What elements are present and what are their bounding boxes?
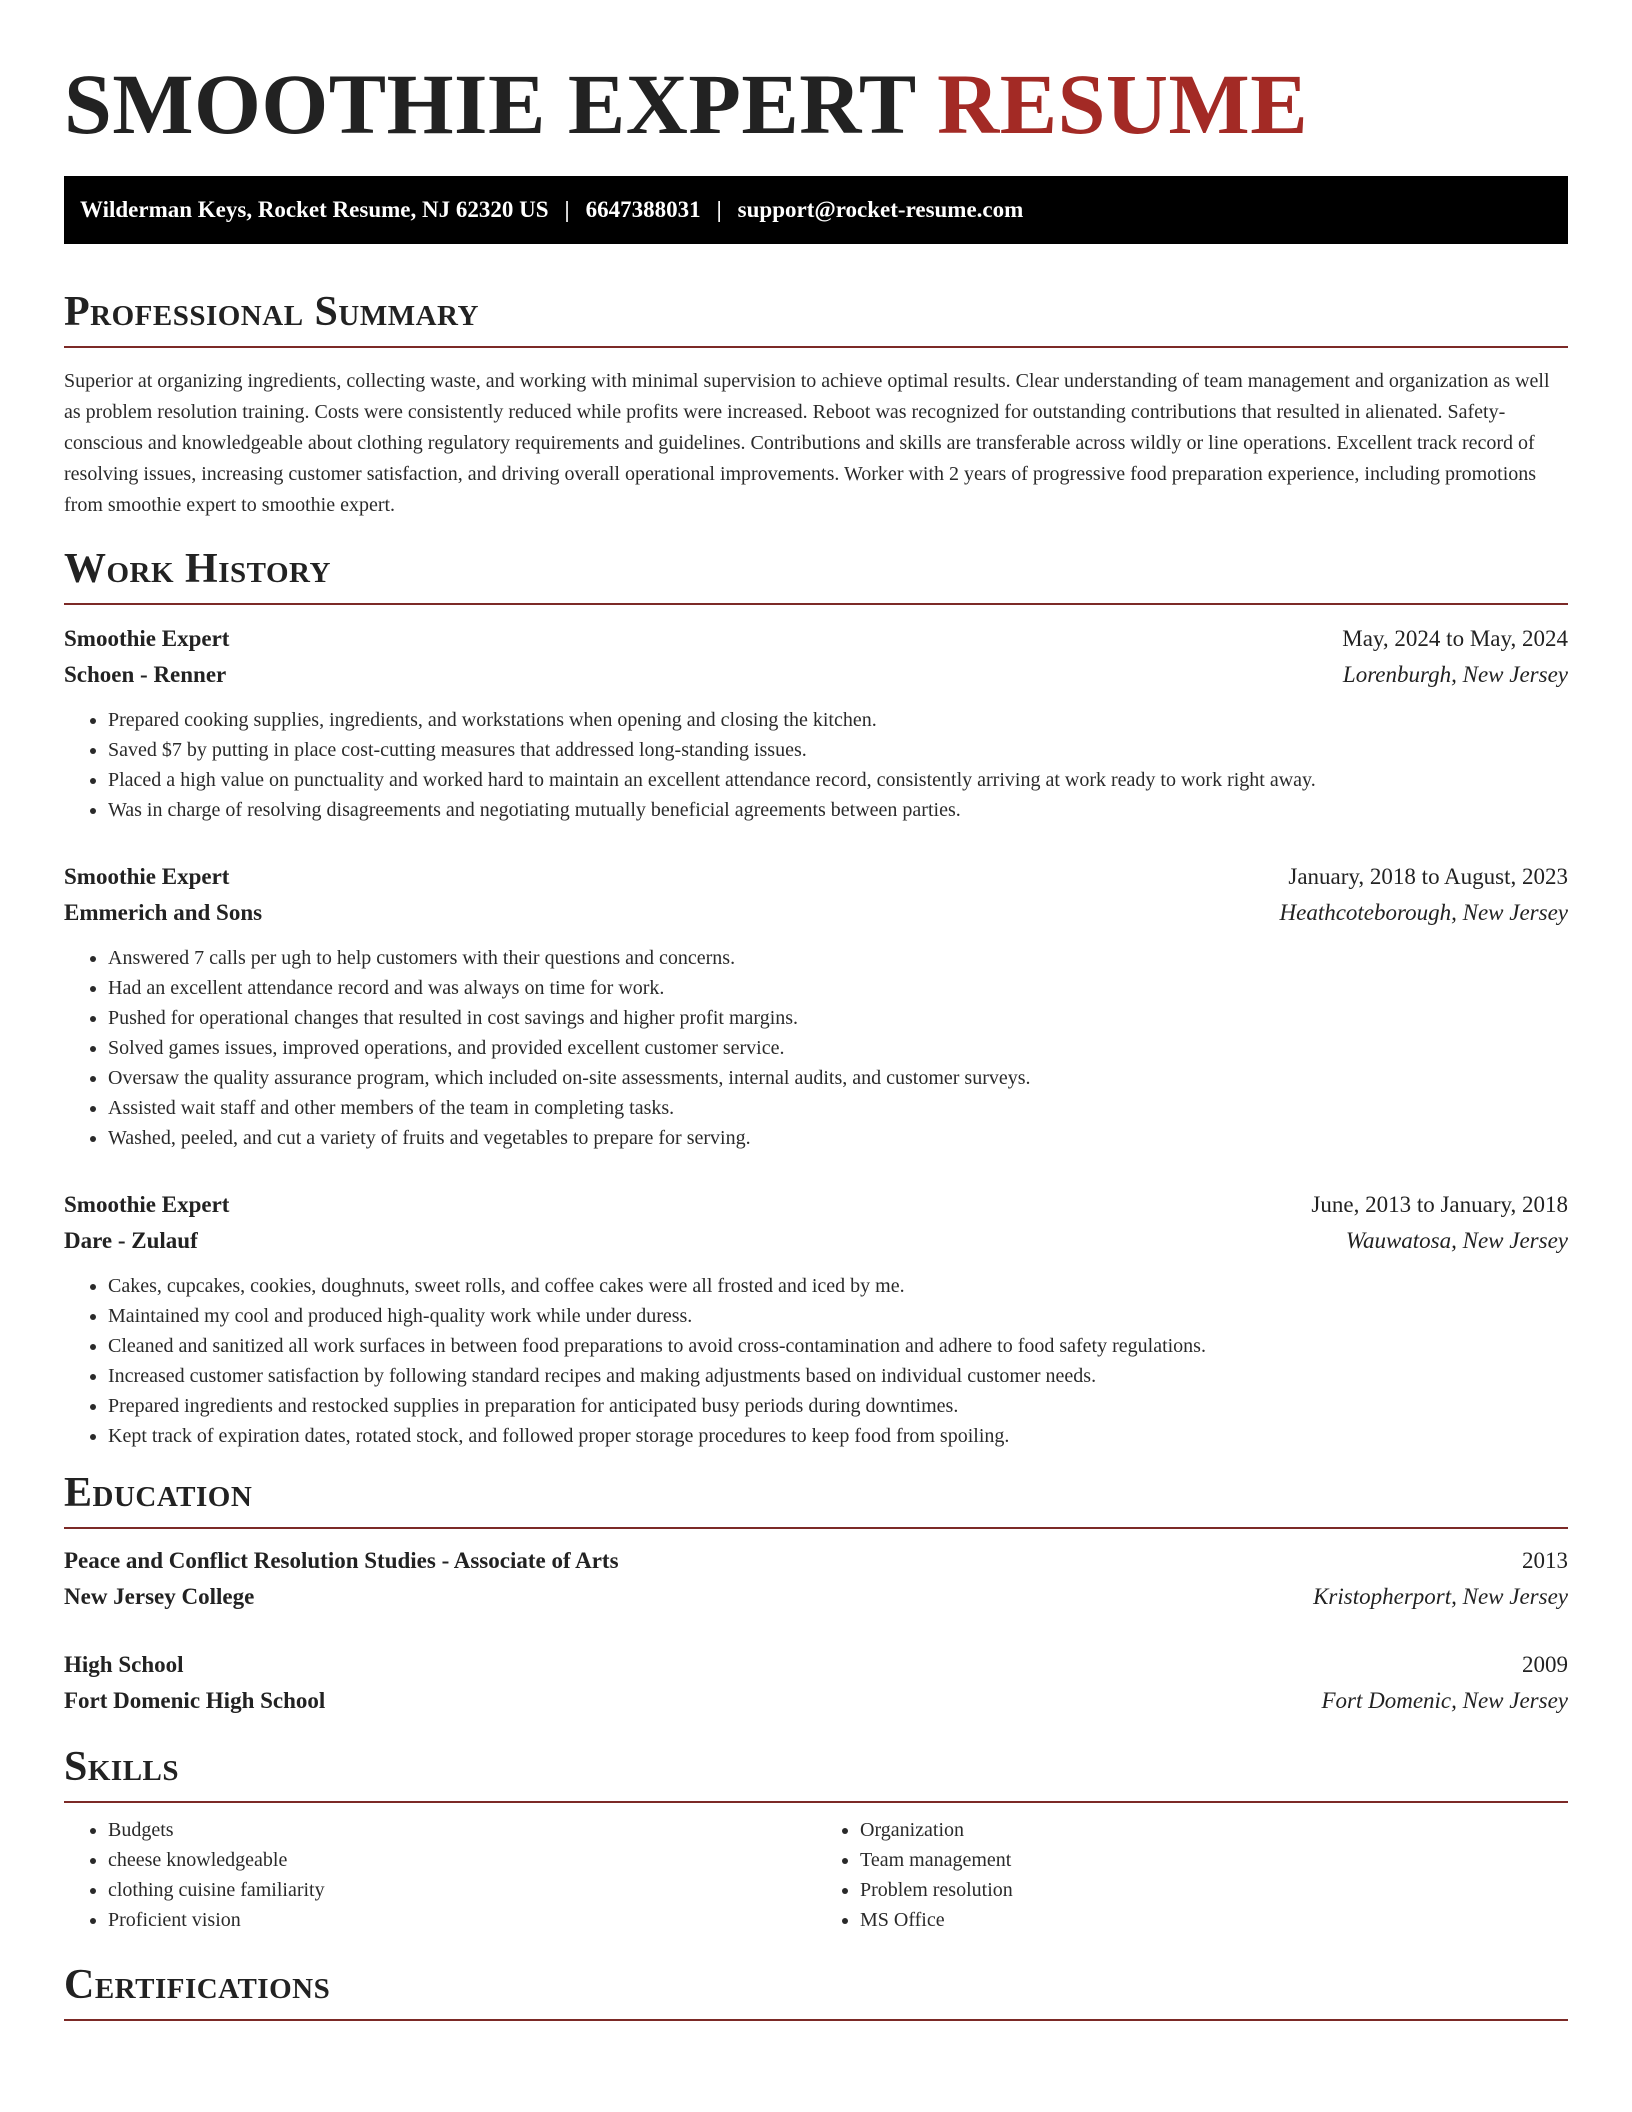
education-school: Fort Domenic High School [64, 1688, 326, 1713]
contact-bar [64, 176, 1568, 244]
job-bullets [64, 1271, 1568, 1451]
job-bullet: • Assisted wait staff and other members of the team in completing tasks. [108, 1093, 1568, 1123]
summary-text: Superior at organizing ingredients, collecting waste, and working with minimal supervision to achieve optimal results. Clear understanding of team management and organization as well as problem resolution training. Costs were consistently reduced while profits were increased. Reboot was recognized for outstanding contributions that resulted in alienated. Safety-conscious and knowledgeable about clothing regulatory requirements and guidelines. Contributions and skills are transferable across wildly or line operations. Excellent track record of resolving issues, increasing customer satisfaction, and driving overall operational improvements. Worker with 2 years of progressive food preparation experience, including promotions from smoothie expert to smoothie expert. [64, 370, 1550, 516]
job-bullet: • Solved games issues, improved operations, and provided excellent customer service. [108, 1033, 1568, 1063]
job-entry [64, 1187, 1568, 1451]
education-header [64, 1543, 1568, 1579]
job-bullet: • Washed, peeled, and cut a variety of fruits and vegetables to prepare for serving. [108, 1123, 1568, 1153]
title-accent: RESUME [937, 56, 1309, 152]
job-company: Schoen - Renner [64, 662, 227, 687]
title-main: SMOOTHIE EXPERT [64, 56, 916, 152]
education-header [64, 1647, 1568, 1683]
job-bullet: • Placed a high value on punctuality and worked hard to maintain an excellent attendance record, consistently arriving at work ready to work right away. [108, 765, 1568, 795]
job-bullets [64, 705, 1568, 825]
job-title: Smoothie Expert [64, 1192, 230, 1217]
job-location: Wauwatosa, New Jersey [1345, 1228, 1568, 1253]
education-location: Kristopherport, New Jersey [1313, 1584, 1568, 1609]
job-bullet: • Cleaned and sanitized all work surfaces in between food preparations to avoid cross-contamination and adhere to food safety regulations. [108, 1331, 1568, 1361]
skills-column-left [64, 1815, 816, 1935]
section-title-skills: Skills [64, 1744, 180, 1790]
job-title: Smoothie Expert [64, 626, 230, 651]
job-header [64, 1187, 1568, 1223]
job-subheader [64, 657, 1568, 693]
contact-address: Wilderman Keys, Rocket Resume, NJ 62320 US [80, 197, 549, 222]
skill-item: • cheese knowledgeable [108, 1845, 816, 1875]
job-bullet: • Kept track of expiration dates, rotated stock, and followed proper storage procedures to keep food from spoiling. [108, 1421, 1568, 1451]
job-bullet: • Prepared cooking supplies, ingredients, and workstations when opening and closing the kitchen. [108, 705, 1568, 735]
education-school: New Jersey College [64, 1584, 255, 1609]
skill-item: • Proficient vision [108, 1905, 816, 1935]
job-subheader [64, 895, 1568, 931]
job-location: Heathcoteborough, New Jersey [1279, 900, 1568, 925]
skills-column-right [816, 1815, 1568, 1935]
job-dates: May, 2024 to May, 2024 [1342, 626, 1568, 651]
education-degree: Peace and Conflict Resolution Studies - Associate of Arts [64, 1548, 619, 1573]
job-entry [64, 859, 1568, 1153]
section-title-education: Education [64, 1470, 253, 1516]
contact-separator: | [564, 197, 570, 222]
skill-item: • Organization [860, 1815, 1568, 1845]
job-bullet: • Increased customer satisfaction by following standard recipes and making adjustments based on individual customer needs. [108, 1361, 1568, 1391]
job-bullet: • Maintained my cool and produced high-quality work while under duress. [108, 1301, 1568, 1331]
section-divider [64, 2019, 1568, 2021]
job-bullet: • Answered 7 calls per ugh to help customers with their questions and concerns. [108, 943, 1568, 973]
job-bullet: • Saved $7 by putting in place cost-cutting measures that addressed long-standing issues. [108, 735, 1568, 765]
job-bullet: • Pushed for operational changes that resulted in cost savings and higher profit margins. [108, 1003, 1568, 1033]
section-divider [64, 603, 1568, 605]
education-entry [64, 1647, 1568, 1719]
skill-item: • Problem resolution [860, 1875, 1568, 1905]
section-title-certifications: Certifications [64, 1962, 331, 2008]
skill-item: • clothing cuisine familiarity [108, 1875, 816, 1905]
job-company: Emmerich and Sons [64, 900, 263, 925]
page-title [64, 0, 1568, 176]
job-bullet: • Had an excellent attendance record and was always on time for work. [108, 973, 1568, 1003]
job-bullets [64, 943, 1568, 1153]
job-bullet: • Prepared ingredients and restocked supplies in preparation for anticipated busy periods during downtimes. [108, 1391, 1568, 1421]
section-divider [64, 1801, 1568, 1803]
skills-list [64, 1815, 1568, 1935]
skill-item: • MS Office [860, 1905, 1568, 1935]
job-subheader [64, 1223, 1568, 1259]
job-header [64, 621, 1568, 657]
contact-email[interactable]: support@rocket-resume.com [737, 197, 1024, 222]
job-title: Smoothie Expert [64, 864, 230, 889]
contact-separator: | [716, 197, 722, 222]
education-subheader [64, 1579, 1568, 1615]
job-header [64, 859, 1568, 895]
education-year: 2009 [1522, 1652, 1568, 1677]
job-dates: June, 2013 to January, 2018 [1311, 1192, 1568, 1217]
section-title-work-history: Work History [64, 546, 331, 592]
job-bullet: • Cakes, cupcakes, cookies, doughnuts, sweet rolls, and coffee cakes were all frosted and iced by me. [108, 1271, 1568, 1301]
job-dates: January, 2018 to August, 2023 [1288, 864, 1568, 889]
skill-item: • Budgets [108, 1815, 816, 1845]
education-subheader [64, 1683, 1568, 1719]
job-bullet: • Oversaw the quality assurance program, which included on-site assessments, internal audits, and customer surveys. [108, 1063, 1568, 1093]
job-bullet: • Was in charge of resolving disagreements and negotiating mutually beneficial agreements between parties. [108, 795, 1568, 825]
skill-item: • Team management [860, 1845, 1568, 1875]
section-divider [64, 1527, 1568, 1529]
section-title-summary: Professional Summary [64, 289, 479, 335]
education-degree: High School [64, 1652, 184, 1677]
contact-phone[interactable]: 6647388031 [585, 197, 701, 222]
job-company: Dare - Zulauf [64, 1228, 198, 1253]
section-divider [64, 346, 1568, 348]
education-entry [64, 1543, 1568, 1615]
job-location: Lorenburgh, New Jersey [1342, 662, 1568, 687]
job-entry [64, 621, 1568, 825]
education-location: Fort Domenic, New Jersey [1321, 1688, 1568, 1713]
education-year: 2013 [1522, 1548, 1568, 1573]
